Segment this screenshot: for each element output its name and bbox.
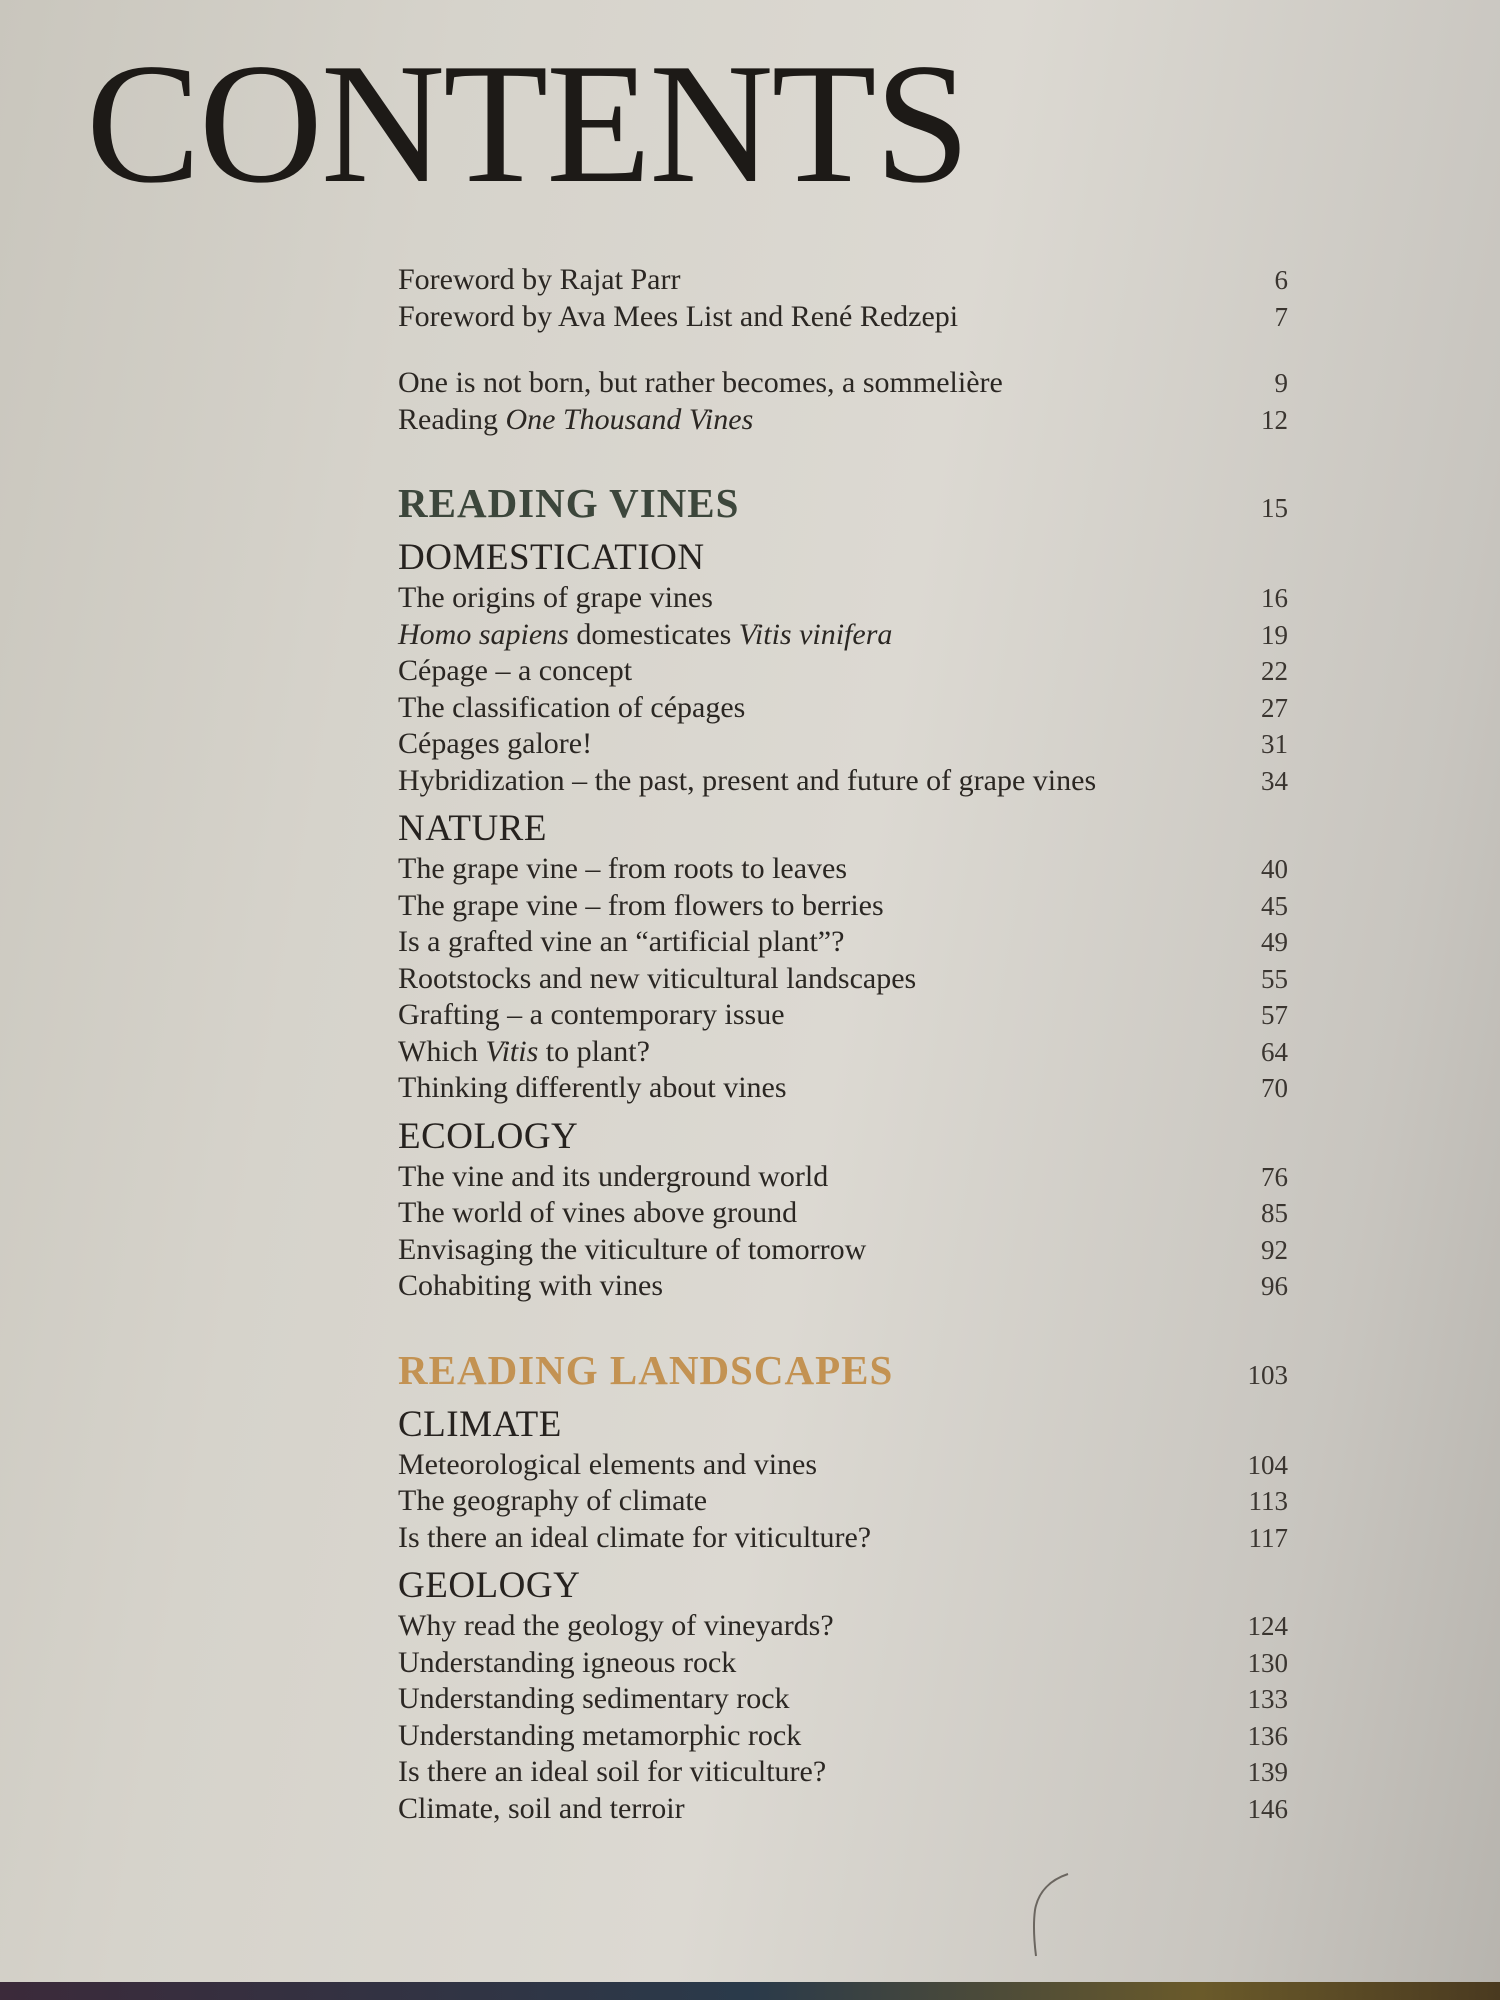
entry-page: 113 xyxy=(1248,1486,1288,1516)
entry-title: Understanding metamorphic rock xyxy=(398,1718,802,1752)
toc-entry xyxy=(398,1483,1288,1520)
section-heading: CLIMATE xyxy=(398,1403,562,1445)
toc-entry xyxy=(398,1791,1288,1828)
entry-title: Grafting – a contemporary issue xyxy=(398,998,785,1031)
toc-entry xyxy=(398,1232,1288,1269)
entry-title: Envisaging the viticulture of tomorrow xyxy=(398,1232,867,1266)
entry-page: 27 xyxy=(1261,692,1288,723)
toc-entry xyxy=(398,1608,1288,1645)
toc-entry xyxy=(398,1268,1288,1305)
entry-title: Thinking differently about vines xyxy=(398,1071,787,1104)
entry-title-prefix: Reading xyxy=(398,402,506,436)
part-page: 103 xyxy=(1247,1359,1288,1390)
entry-title xyxy=(398,402,753,439)
entry-page: 9 xyxy=(1274,368,1288,398)
entry-page: 22 xyxy=(1261,656,1288,686)
entry-title: One is not born, but rather becomes, a sommelière xyxy=(398,366,1003,399)
toc-entry xyxy=(398,402,1288,439)
entry-title: Cohabiting with vines xyxy=(398,1269,663,1302)
toc-entry xyxy=(398,1681,1288,1718)
toc-entry xyxy=(398,726,1288,763)
entry-title-italic: Vitis vinifera xyxy=(738,617,893,651)
entry-page: 70 xyxy=(1261,1073,1288,1103)
pen-mark xyxy=(1030,1870,1070,1960)
entry-title-italic: One Thousand Vines xyxy=(505,402,754,436)
entry-page: 34 xyxy=(1261,765,1288,796)
section-heading: DOMESTICATION xyxy=(398,537,705,578)
entry-title: Understanding igneous rock xyxy=(398,1645,737,1679)
entry-page: 55 xyxy=(1261,963,1288,994)
entry-title: Cépage – a concept xyxy=(398,654,633,687)
toc-entry xyxy=(398,1754,1288,1791)
entry-title: Foreword by Ava Mees List and René Redzepi xyxy=(398,299,959,333)
entry-title: Understanding sedimentary rock xyxy=(398,1682,790,1715)
entry-title: Cépages galore! xyxy=(398,727,593,760)
entry-page: 49 xyxy=(1261,927,1288,957)
entry-page: 76 xyxy=(1261,1161,1288,1192)
entry-page: 124 xyxy=(1247,1611,1288,1641)
toc-entry xyxy=(398,653,1288,690)
entry-page: 85 xyxy=(1261,1198,1288,1228)
entry-title: Is there an ideal climate for viticulture? xyxy=(398,1520,872,1554)
entry-title: Meteorological elements and vines xyxy=(398,1447,818,1481)
entry-title-mid: domesticates xyxy=(568,617,739,651)
toc-entry xyxy=(398,365,1288,402)
entry-title: The grape vine – from roots to leaves xyxy=(398,852,848,885)
section-heading: NATURE xyxy=(398,808,547,849)
part-heading-row xyxy=(398,1345,1288,1395)
entry-page: 117 xyxy=(1248,1522,1288,1553)
entry-title: Is there an ideal soil for viticulture? xyxy=(398,1755,827,1788)
entry-title xyxy=(398,617,892,654)
entry-title: The origins of grape vines xyxy=(398,581,713,614)
entry-page: 92 xyxy=(1261,1234,1288,1265)
toc-entry xyxy=(398,262,1288,299)
toc-entry xyxy=(398,1195,1288,1232)
entry-title-italic: Homo sapiens xyxy=(398,617,569,651)
entry-page: 139 xyxy=(1247,1757,1288,1787)
toc-entry xyxy=(398,1645,1288,1682)
toc-entry xyxy=(398,997,1288,1034)
table-of-contents xyxy=(398,262,1288,1827)
entry-page: 6 xyxy=(1274,265,1288,295)
toc-entry xyxy=(398,1034,1288,1071)
toc-entry xyxy=(398,580,1288,617)
entry-page: 104 xyxy=(1247,1449,1288,1480)
toc-entry xyxy=(398,851,1288,888)
entry-title: Is a grafted vine an “artificial plant”? xyxy=(398,925,845,958)
entry-title: Rootstocks and new viticultural landscapes xyxy=(398,961,917,995)
part-heading: READING LANDSCAPES xyxy=(398,1346,894,1393)
toc-entry xyxy=(398,1520,1288,1557)
toc-entry xyxy=(398,299,1288,336)
toc-entry xyxy=(398,763,1288,800)
entry-title: The geography of climate xyxy=(398,1484,708,1517)
toc-entry xyxy=(398,888,1288,925)
toc-entry xyxy=(398,1070,1288,1107)
entry-title-italic: Vitis xyxy=(485,1034,539,1068)
entry-title: The world of vines above ground xyxy=(398,1196,798,1229)
entry-title: The grape vine – from flowers to berries xyxy=(398,888,884,922)
part-heading-row xyxy=(398,478,1288,528)
entry-title: Climate, soil and terroir xyxy=(398,1791,685,1825)
entry-page: 45 xyxy=(1261,890,1288,921)
entry-title-prefix: Which xyxy=(398,1034,486,1068)
entry-page: 31 xyxy=(1261,729,1288,759)
entry-page: 19 xyxy=(1261,619,1288,650)
entry-title: Foreword by Rajat Parr xyxy=(398,263,681,296)
part-heading: READING VINES xyxy=(398,480,740,526)
part-page: 15 xyxy=(1261,493,1288,523)
entry-page: 130 xyxy=(1247,1647,1288,1678)
entry-page: 7 xyxy=(1274,301,1288,332)
entry-title xyxy=(398,1034,650,1071)
entry-page: 16 xyxy=(1261,583,1288,613)
entry-page: 146 xyxy=(1247,1793,1288,1824)
entry-title: Hybridization – the past, present and future of grape vines xyxy=(398,763,1097,797)
section-heading: GEOLOGY xyxy=(398,1565,581,1606)
toc-entry xyxy=(398,924,1288,961)
toc-entry xyxy=(398,617,1288,654)
entry-title-suffix: to plant? xyxy=(538,1034,650,1068)
entry-page: 12 xyxy=(1261,404,1288,435)
page-title: CONTENTS xyxy=(86,29,969,219)
entry-page: 64 xyxy=(1261,1036,1288,1067)
section-heading: ECOLOGY xyxy=(398,1115,579,1157)
toc-entry xyxy=(398,1718,1288,1755)
entry-title: The vine and its underground world xyxy=(398,1159,829,1193)
entry-page: 57 xyxy=(1261,1000,1288,1030)
toc-entry xyxy=(398,690,1288,727)
entry-page: 96 xyxy=(1261,1271,1288,1301)
entry-title: Why read the geology of vineyards? xyxy=(398,1609,834,1642)
book-bottom-edge xyxy=(0,1982,1500,2000)
entry-title: The classification of cépages xyxy=(398,690,746,724)
toc-entry xyxy=(398,961,1288,998)
entry-page: 133 xyxy=(1247,1684,1288,1714)
toc-entry xyxy=(398,1447,1288,1484)
entry-page: 136 xyxy=(1247,1720,1288,1751)
entry-page: 40 xyxy=(1261,854,1288,884)
toc-entry xyxy=(398,1159,1288,1196)
